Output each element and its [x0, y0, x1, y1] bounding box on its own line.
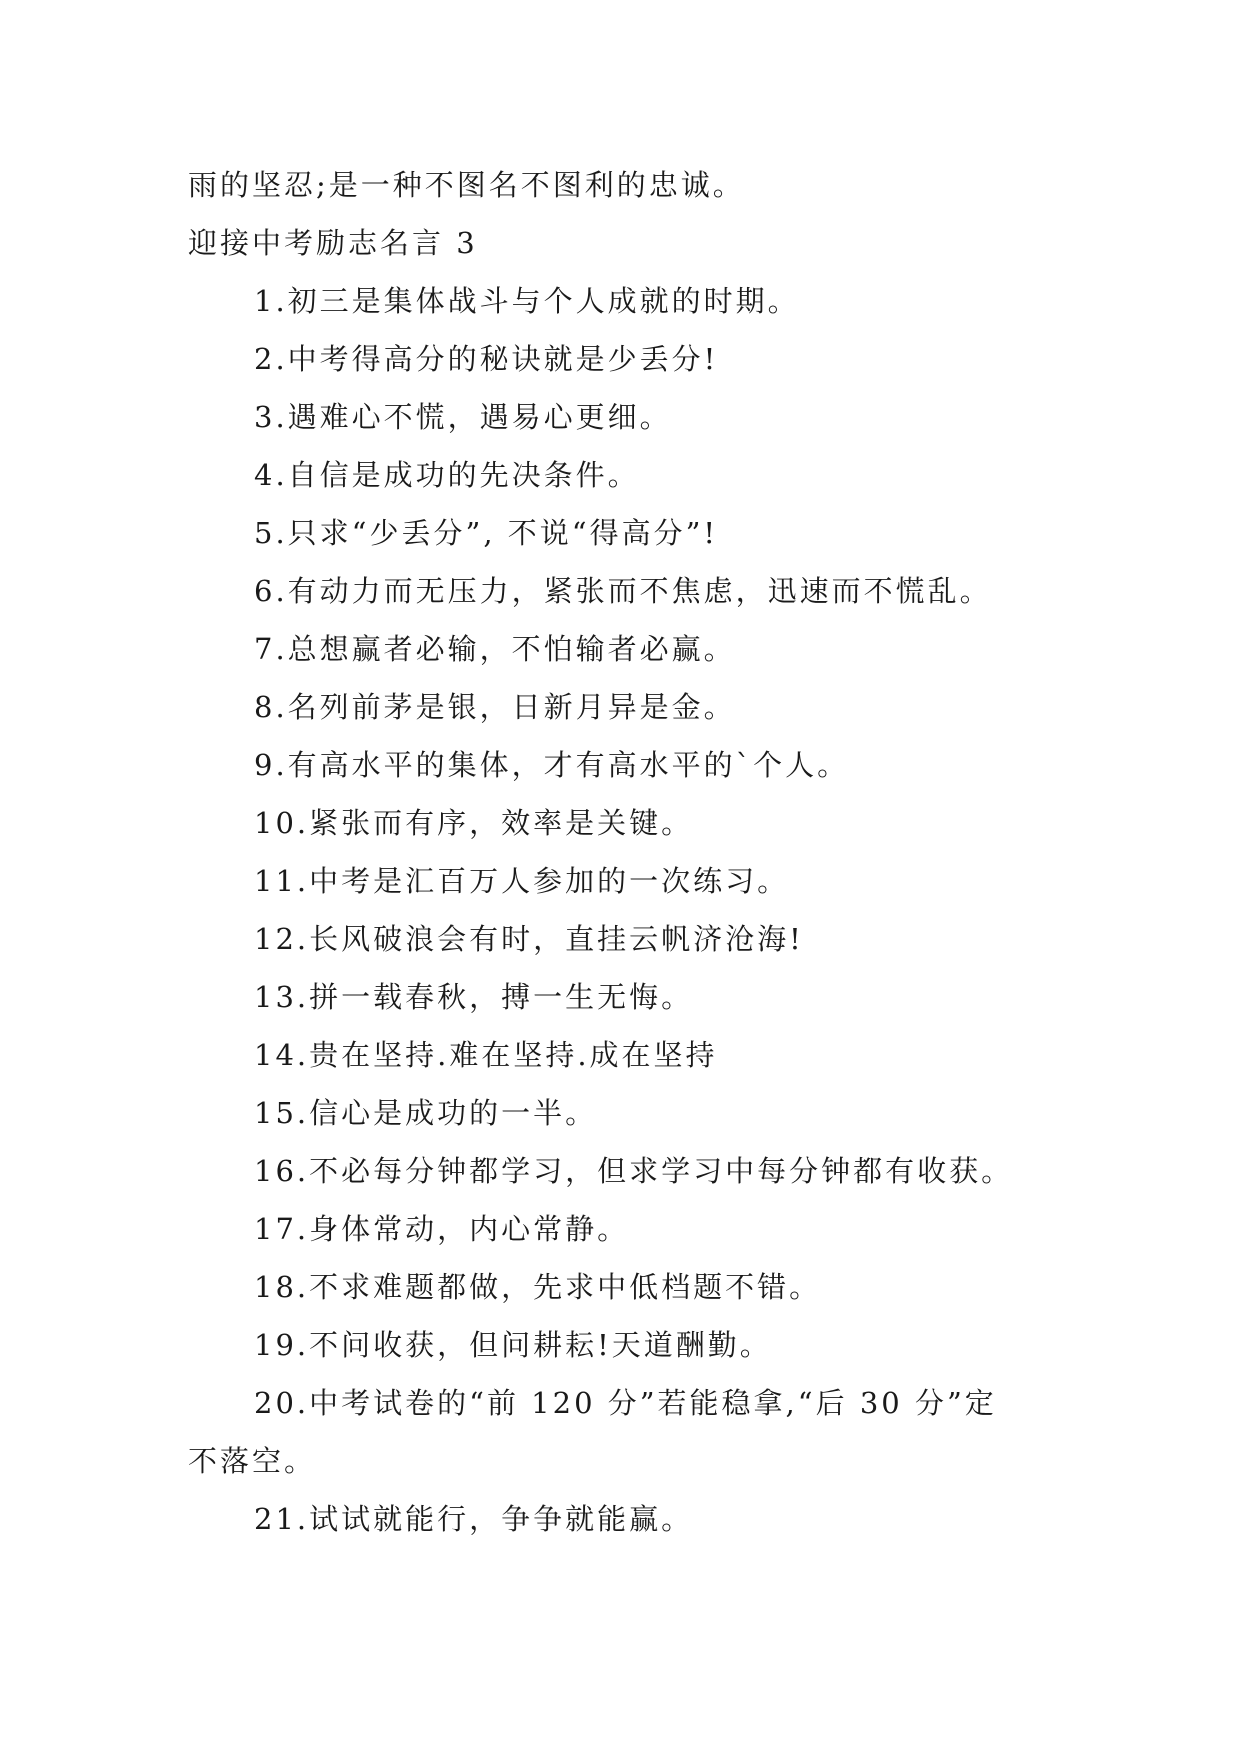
list-item: 5.只求“少丢分”, 不说“得高分”!	[254, 516, 719, 550]
list-item: 14.贵在坚持.难在坚持.成在坚持	[254, 1038, 718, 1072]
list-item: 1.初三是集体战斗与个人成就的时期。	[254, 284, 800, 318]
list-item: 20.中考试卷的“前 120 分”若能稳拿,“后 30 分”定	[254, 1386, 997, 1420]
list-item: 12.长风破浪会有时，直挂云帆济沧海!	[254, 922, 804, 956]
list-item: 11.中考是汇百万人参加的一次练习。	[254, 864, 790, 898]
list-item: 6.有动力而无压力，紧张而不焦虑，迅速而不慌乱。	[254, 574, 992, 608]
list-item: 2.中考得高分的秘诀就是少丢分!	[254, 342, 719, 376]
list-item: 10.紧张而有序，效率是关键。	[254, 806, 694, 840]
list-item: 4.自信是成功的先决条件。	[254, 458, 640, 492]
section-heading: 迎接中考励志名言 3	[188, 226, 478, 260]
continuation-text: 雨的坚忍;是一种不图名不图利的忠诚。	[188, 168, 745, 202]
list-item: 7.总想赢者必输，不怕输者必赢。	[254, 632, 736, 666]
list-item: 16.不必每分钟都学习，但求学习中每分钟都有收获。	[254, 1154, 1014, 1188]
list-item-continuation: 不落空。	[188, 1444, 317, 1478]
list-item: 21.试试就能行，争争就能赢。	[254, 1502, 694, 1536]
list-item: 19.不问收获，但问耕耘!天道酬勤。	[254, 1328, 772, 1362]
list-item: 15.信心是成功的一半。	[254, 1096, 598, 1130]
list-item: 13.拼一载春秋，搏一生无悔。	[254, 980, 694, 1014]
list-item: 17.身体常动，内心常静。	[254, 1212, 630, 1246]
list-item: 18.不求难题都做，先求中低档题不错。	[254, 1270, 822, 1304]
list-item: 9.有高水平的集体，才有高水平的`个人。	[254, 748, 850, 782]
list-item: 8.名列前茅是银，日新月异是金。	[254, 690, 736, 724]
list-item: 3.遇难心不慌，遇易心更细。	[254, 400, 672, 434]
